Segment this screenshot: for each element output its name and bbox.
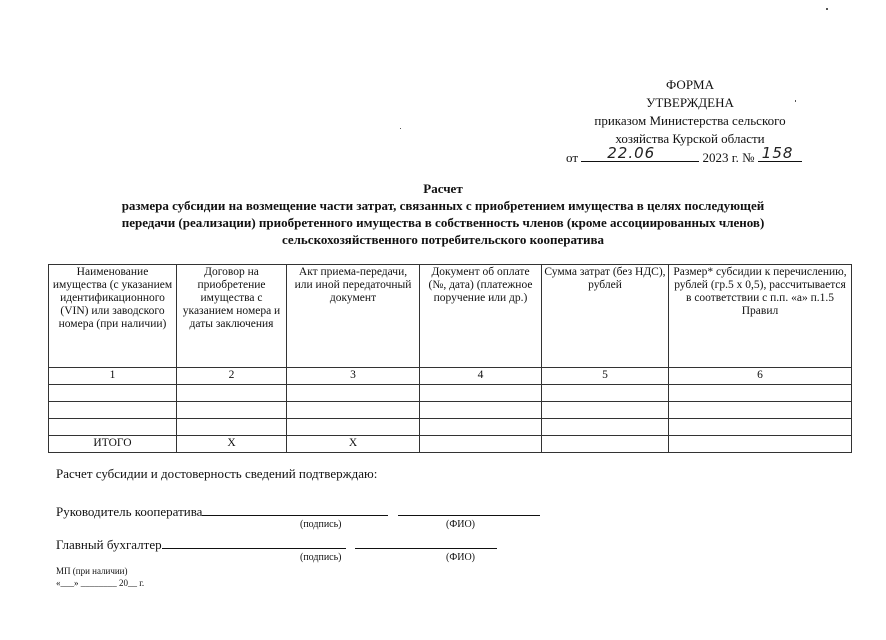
column-number-row xyxy=(49,368,852,385)
handwritten-date: 22.06 xyxy=(607,144,656,162)
column-number: 3 xyxy=(287,368,420,385)
scan-speck xyxy=(400,128,401,129)
order-line-1: приказом Министерства сельского xyxy=(594,113,786,128)
column-header: Сумма затрат (без НДС), рублей xyxy=(542,265,669,368)
head-signature-row xyxy=(56,502,540,520)
head-signature-line xyxy=(202,502,388,516)
approval-block xyxy=(540,76,840,148)
table-row xyxy=(49,419,852,436)
total-cell xyxy=(420,436,542,453)
document-title xyxy=(40,180,846,248)
table-row xyxy=(49,385,852,402)
order-line-2: хозяйства Курской области xyxy=(615,131,765,146)
sign-date-line: «___» ________ 20__ г. xyxy=(56,578,145,588)
head-name-line xyxy=(398,502,540,516)
head-sign-caption: (подпись) xyxy=(300,519,342,530)
order-date-line xyxy=(566,146,802,166)
confirmation-text: Расчет субсидии и достоверность сведений подтверждаю: xyxy=(56,466,378,481)
stamp-note: МП (при наличии) xyxy=(56,566,128,576)
title-line-3: передачи (реализации) приобретенного имущества в собственность членов (кроме ассоциированных членов) xyxy=(121,215,765,230)
column-number: 4 xyxy=(420,368,542,385)
date-prefix: от xyxy=(566,150,579,165)
title-line-4: сельскохозяйственного потребительского кооператива xyxy=(281,232,605,247)
table-header-row xyxy=(49,265,852,368)
accountant-name-caption: (ФИО) xyxy=(446,552,476,563)
title-heading: Расчет xyxy=(423,181,463,196)
accountant-label: Главный бухгалтер xyxy=(56,537,162,552)
number-field xyxy=(758,146,802,162)
total-row xyxy=(49,436,852,453)
accountant-name-line xyxy=(355,535,497,549)
date-field xyxy=(581,146,699,162)
form-label: ФОРМА xyxy=(666,77,714,92)
accountant-sign-caption: (подпись) xyxy=(300,552,342,563)
accountant-signature-row xyxy=(56,535,497,553)
total-cell: Х xyxy=(287,436,420,453)
column-header: Договор на приобретение имущества с указанием номера и даты заключения xyxy=(177,265,287,368)
scan-speck xyxy=(795,100,796,102)
year-text: 2023 г. № xyxy=(702,150,755,165)
approved-label: УТВЕРЖДЕНА xyxy=(646,95,734,110)
total-cell: Х xyxy=(177,436,287,453)
scan-speck xyxy=(826,8,828,10)
column-number: 5 xyxy=(542,368,669,385)
calculation-table xyxy=(48,264,852,453)
title-line-2: размера субсидии на возмещение части затрат, связанных с приобретением имущества в целях последующей xyxy=(121,198,765,213)
head-name-caption: (ФИО) xyxy=(446,519,476,530)
column-number: 6 xyxy=(669,368,852,385)
total-label: ИТОГО xyxy=(49,436,177,453)
head-label: Руководитель кооператива xyxy=(56,504,203,519)
total-cell xyxy=(542,436,669,453)
column-header: Документ об оплате (№, дата) (платежное поручение или др.) xyxy=(420,265,542,368)
table-row xyxy=(49,402,852,419)
column-number: 2 xyxy=(177,368,287,385)
column-header: Наименование имущества (с указанием идентификационного (VIN) или заводского номера (при наличии) xyxy=(49,265,177,368)
column-number: 1 xyxy=(49,368,177,385)
column-header: Акт приема-передачи, или иной передаточный документ xyxy=(287,265,420,368)
accountant-signature-line xyxy=(162,535,346,549)
column-header: Размер* субсидии к перечислению, рублей (гр.5 х 0,5), рассчитывается в соответствии с п.п. «а» п.1.5 Правил xyxy=(669,265,852,368)
total-cell xyxy=(669,436,852,453)
handwritten-number: 158 xyxy=(761,144,794,162)
